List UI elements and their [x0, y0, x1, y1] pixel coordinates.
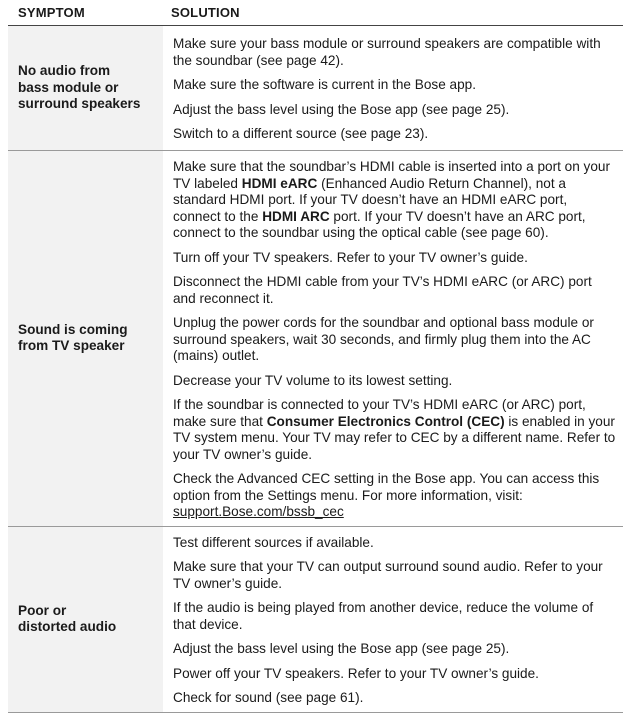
solution-cell [163, 26, 623, 151]
solution-item: Unplug the power cords for the soundbar and optional bass module or surround speakers, wait 30 seconds, and firmly plug them into the AC (mains) outlet. [173, 315, 594, 363]
table-row [8, 151, 623, 527]
symptom-line: Poor or [18, 602, 67, 618]
solution-item: Make sure that the soundbar’s HDMI cable is inserted into a port on your TV labeled HDMI eARC (Enhanced Audio Return Channel), not a standard HDMI port. If your TV doesn’t have an HDMI eARC port, connect to the HDMI ARC port. If your TV doesn’t have an ARC port, connect to the soundbar using the optical cable (see page 60). [173, 159, 610, 240]
table-row [8, 26, 623, 151]
header-solution: SOLUTION [163, 0, 623, 26]
header-symptom: SYMPTOM [8, 0, 163, 26]
solution-item: Adjust the bass level using the Bose app (see page 25). [173, 641, 510, 656]
symptom-line: bass module or [18, 79, 119, 95]
troubleshooting-table [8, 0, 623, 713]
solution-item: Turn off your TV speakers. Refer to your TV owner’s guide. [173, 249, 528, 265]
cec-label: Consumer Electronics Control (CEC) [266, 413, 505, 429]
solution-item: Decrease your TV volume to its lowest setting. [173, 372, 453, 388]
solution-item: If the soundbar is connected to your TV’s HDMI eARC (or ARC) port, make sure that Consumer Electronics Control (CEC) is enabled in your TV system menu. Your TV may refer to CEC by a different name. Refer to your TV owner’s guide. [173, 397, 616, 462]
solution-cell [163, 526, 623, 712]
support-link[interactable]: support.Bose.com/bssb_cec [173, 504, 344, 519]
solution-item: Make sure that your TV can output surround sound audio. Refer to your TV owner’s guide. [173, 559, 603, 591]
solution-item: Make sure the software is current in the Bose app. [173, 77, 476, 93]
symptom-line: No audio from [18, 63, 111, 79]
symptom-line: from TV speaker [18, 338, 125, 354]
symptom-line: distorted audio [18, 619, 117, 634]
symptom-cell [8, 26, 163, 151]
solution-item: Switch to a different source (see page 23). [173, 126, 429, 142]
solution-item: Check the Advanced CEC setting in the Bose app. You can access this option from the Settings menu. For more information, visit: support.Bose.com/bssb_cec [173, 471, 600, 519]
symptom-cell [8, 526, 163, 712]
solution-item: Power off your TV speakers. Refer to your TV owner’s guide. [173, 665, 539, 681]
table-row [8, 526, 623, 712]
solution-item: Check for sound (see page 61). [173, 690, 364, 705]
symptom-line: surround speakers [18, 96, 141, 112]
hdmi-arc-label: HDMI ARC [262, 208, 330, 224]
solution-item: Make sure your bass module or surround speakers are compatible with the soundbar (see page 42). [173, 36, 601, 68]
solution-item: If the audio is being played from another device, reduce the volume of that device. [173, 600, 594, 632]
table-header-row [8, 0, 623, 26]
solution-item: Adjust the bass level using the Bose app (see page 25). [173, 101, 510, 117]
solution-item: Test different sources if available. [173, 534, 374, 550]
solution-cell [163, 151, 623, 527]
symptom-line: Sound is coming [18, 321, 128, 337]
hdmi-earc-label: HDMI eARC [241, 175, 318, 191]
solution-item: Disconnect the HDMI cable from your TV’s HDMI eARC (or ARC) port and reconnect it. [173, 274, 592, 306]
symptom-cell [8, 151, 163, 527]
